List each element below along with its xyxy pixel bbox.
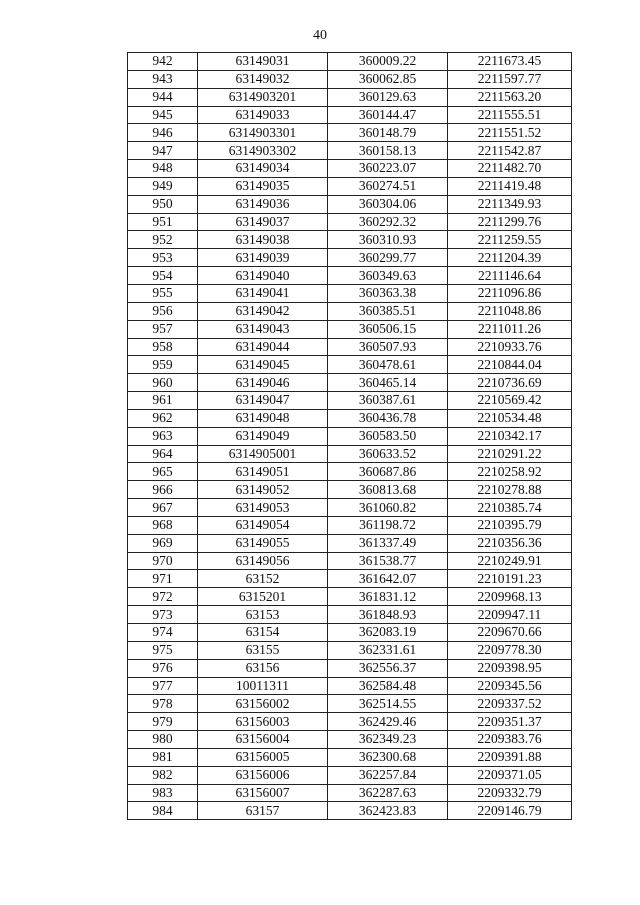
point-id-cell: 63149048 <box>198 409 328 427</box>
row-number-cell: 949 <box>128 177 198 195</box>
point-id-cell: 63156 <box>198 659 328 677</box>
x-coordinate-cell: 362514.55 <box>328 695 448 713</box>
row-number-cell: 974 <box>128 624 198 642</box>
table-row <box>128 802 572 820</box>
x-coordinate-cell: 360813.68 <box>328 481 448 499</box>
x-coordinate-cell: 360349.63 <box>328 267 448 285</box>
point-id-cell: 63149054 <box>198 516 328 534</box>
point-id-cell: 63149052 <box>198 481 328 499</box>
x-coordinate-cell: 362429.46 <box>328 713 448 731</box>
table-row <box>128 713 572 731</box>
y-coordinate-cell: 2211204.39 <box>448 249 572 267</box>
row-number-cell: 956 <box>128 302 198 320</box>
row-number-cell: 971 <box>128 570 198 588</box>
x-coordinate-cell: 360292.32 <box>328 213 448 231</box>
point-id-cell: 63156002 <box>198 695 328 713</box>
table-row <box>128 177 572 195</box>
table-row <box>128 463 572 481</box>
y-coordinate-cell: 2210342.17 <box>448 427 572 445</box>
y-coordinate-cell: 2210191.23 <box>448 570 572 588</box>
point-id-cell: 63149045 <box>198 356 328 374</box>
row-number-cell: 963 <box>128 427 198 445</box>
table-row <box>128 606 572 624</box>
y-coordinate-cell: 2210258.92 <box>448 463 572 481</box>
point-id-cell: 63149053 <box>198 499 328 517</box>
row-number-cell: 957 <box>128 320 198 338</box>
point-id-cell: 63154 <box>198 624 328 642</box>
row-number-cell: 943 <box>128 70 198 88</box>
row-number-cell: 984 <box>128 802 198 820</box>
x-coordinate-cell: 360387.61 <box>328 392 448 410</box>
point-id-cell: 63149056 <box>198 552 328 570</box>
x-coordinate-cell: 360506.15 <box>328 320 448 338</box>
x-coordinate-cell: 360144.47 <box>328 106 448 124</box>
x-coordinate-cell: 361642.07 <box>328 570 448 588</box>
row-number-cell: 958 <box>128 338 198 356</box>
point-id-cell: 6314903302 <box>198 142 328 160</box>
point-id-cell: 63149043 <box>198 320 328 338</box>
x-coordinate-cell: 361848.93 <box>328 606 448 624</box>
point-id-cell: 63156003 <box>198 713 328 731</box>
table-row <box>128 142 572 160</box>
row-number-cell: 980 <box>128 731 198 749</box>
x-coordinate-cell: 360507.93 <box>328 338 448 356</box>
row-number-cell: 968 <box>128 516 198 534</box>
y-coordinate-cell: 2211482.70 <box>448 160 572 178</box>
x-coordinate-cell: 362083.19 <box>328 624 448 642</box>
row-number-cell: 972 <box>128 588 198 606</box>
row-number-cell: 959 <box>128 356 198 374</box>
table-row <box>128 70 572 88</box>
point-id-cell: 63149044 <box>198 338 328 356</box>
point-id-cell: 63149039 <box>198 249 328 267</box>
x-coordinate-cell: 360583.50 <box>328 427 448 445</box>
row-number-cell: 953 <box>128 249 198 267</box>
point-id-cell: 63149041 <box>198 284 328 302</box>
x-coordinate-cell: 361337.49 <box>328 534 448 552</box>
table-row <box>128 552 572 570</box>
table-row <box>128 356 572 374</box>
table-row <box>128 445 572 463</box>
y-coordinate-cell: 2211563.20 <box>448 88 572 106</box>
point-id-cell: 6314903201 <box>198 88 328 106</box>
y-coordinate-cell: 2210736.69 <box>448 374 572 392</box>
x-coordinate-cell: 360062.85 <box>328 70 448 88</box>
x-coordinate-cell: 360148.79 <box>328 124 448 142</box>
row-number-cell: 960 <box>128 374 198 392</box>
y-coordinate-cell: 2209383.76 <box>448 731 572 749</box>
row-number-cell: 983 <box>128 784 198 802</box>
table-row <box>128 766 572 784</box>
x-coordinate-cell: 360687.86 <box>328 463 448 481</box>
y-coordinate-cell: 2210278.88 <box>448 481 572 499</box>
y-coordinate-cell: 2209670.66 <box>448 624 572 642</box>
table-row <box>128 106 572 124</box>
point-id-cell: 63149042 <box>198 302 328 320</box>
row-number-cell: 951 <box>128 213 198 231</box>
x-coordinate-cell: 362556.37 <box>328 659 448 677</box>
point-id-cell: 63156004 <box>198 731 328 749</box>
row-number-cell: 975 <box>128 641 198 659</box>
table-row <box>128 409 572 427</box>
x-coordinate-cell: 360465.14 <box>328 374 448 392</box>
row-number-cell: 967 <box>128 499 198 517</box>
row-number-cell: 945 <box>128 106 198 124</box>
table-row <box>128 481 572 499</box>
row-number-cell: 942 <box>128 53 198 71</box>
table-row <box>128 392 572 410</box>
x-coordinate-cell: 360310.93 <box>328 231 448 249</box>
row-number-cell: 982 <box>128 766 198 784</box>
y-coordinate-cell: 2210385.74 <box>448 499 572 517</box>
point-id-cell: 63156007 <box>198 784 328 802</box>
point-id-cell: 63149047 <box>198 392 328 410</box>
x-coordinate-cell: 362257.84 <box>328 766 448 784</box>
y-coordinate-cell: 2209391.88 <box>448 748 572 766</box>
y-coordinate-cell: 2211146.64 <box>448 267 572 285</box>
y-coordinate-cell: 2209146.79 <box>448 802 572 820</box>
x-coordinate-cell: 361538.77 <box>328 552 448 570</box>
point-id-cell: 10011311 <box>198 677 328 695</box>
row-number-cell: 950 <box>128 195 198 213</box>
row-number-cell: 970 <box>128 552 198 570</box>
table-row <box>128 677 572 695</box>
table-row <box>128 748 572 766</box>
table-row <box>128 659 572 677</box>
row-number-cell: 981 <box>128 748 198 766</box>
y-coordinate-cell: 2210249.91 <box>448 552 572 570</box>
point-id-cell: 6314903301 <box>198 124 328 142</box>
point-id-cell: 63149049 <box>198 427 328 445</box>
x-coordinate-cell: 361060.82 <box>328 499 448 517</box>
row-number-cell: 962 <box>128 409 198 427</box>
x-coordinate-cell: 360158.13 <box>328 142 448 160</box>
row-number-cell: 946 <box>128 124 198 142</box>
row-number-cell: 955 <box>128 284 198 302</box>
point-id-cell: 63156005 <box>198 748 328 766</box>
x-coordinate-cell: 360436.78 <box>328 409 448 427</box>
y-coordinate-cell: 2209332.79 <box>448 784 572 802</box>
y-coordinate-cell: 2211299.76 <box>448 213 572 231</box>
row-number-cell: 965 <box>128 463 198 481</box>
y-coordinate-cell: 2209351.37 <box>448 713 572 731</box>
x-coordinate-cell: 361198.72 <box>328 516 448 534</box>
x-coordinate-cell: 362349.23 <box>328 731 448 749</box>
x-coordinate-cell: 360385.51 <box>328 302 448 320</box>
row-number-cell: 948 <box>128 160 198 178</box>
y-coordinate-cell: 2210291.22 <box>448 445 572 463</box>
y-coordinate-cell: 2209371.05 <box>448 766 572 784</box>
table-row <box>128 784 572 802</box>
row-number-cell: 961 <box>128 392 198 410</box>
x-coordinate-cell: 360274.51 <box>328 177 448 195</box>
table-row <box>128 302 572 320</box>
table-row <box>128 231 572 249</box>
table-row <box>128 320 572 338</box>
point-id-cell: 63149033 <box>198 106 328 124</box>
table-row <box>128 338 572 356</box>
x-coordinate-cell: 362584.48 <box>328 677 448 695</box>
point-id-cell: 6315201 <box>198 588 328 606</box>
point-id-cell: 6314905001 <box>198 445 328 463</box>
point-id-cell: 63153 <box>198 606 328 624</box>
table-row <box>128 534 572 552</box>
x-coordinate-cell: 360299.77 <box>328 249 448 267</box>
point-id-cell: 63149036 <box>198 195 328 213</box>
y-coordinate-cell: 2211555.51 <box>448 106 572 124</box>
y-coordinate-cell: 2209398.95 <box>448 659 572 677</box>
table-row <box>128 374 572 392</box>
y-coordinate-cell: 2210844.04 <box>448 356 572 374</box>
table-row <box>128 284 572 302</box>
y-coordinate-cell: 2209337.52 <box>448 695 572 713</box>
row-number-cell: 973 <box>128 606 198 624</box>
table-row <box>128 624 572 642</box>
y-coordinate-cell: 2211419.48 <box>448 177 572 195</box>
y-coordinate-cell: 2211551.52 <box>448 124 572 142</box>
table-row <box>128 249 572 267</box>
table-row <box>128 160 572 178</box>
point-id-cell: 63149032 <box>198 70 328 88</box>
y-coordinate-cell: 2210933.76 <box>448 338 572 356</box>
table-row <box>128 88 572 106</box>
x-coordinate-cell: 360223.07 <box>328 160 448 178</box>
x-coordinate-cell: 362287.63 <box>328 784 448 802</box>
page-number: 40 <box>313 28 327 43</box>
x-coordinate-cell: 362423.83 <box>328 802 448 820</box>
coordinates-table <box>127 52 572 820</box>
point-id-cell: 63149046 <box>198 374 328 392</box>
point-id-cell: 63149038 <box>198 231 328 249</box>
point-id-cell: 63149035 <box>198 177 328 195</box>
row-number-cell: 944 <box>128 88 198 106</box>
y-coordinate-cell: 2211011.26 <box>448 320 572 338</box>
table-row <box>128 588 572 606</box>
table-row <box>128 516 572 534</box>
row-number-cell: 977 <box>128 677 198 695</box>
row-number-cell: 947 <box>128 142 198 160</box>
y-coordinate-cell: 2211259.55 <box>448 231 572 249</box>
point-id-cell: 63149037 <box>198 213 328 231</box>
x-coordinate-cell: 360304.06 <box>328 195 448 213</box>
point-id-cell: 63156006 <box>198 766 328 784</box>
row-number-cell: 978 <box>128 695 198 713</box>
point-id-cell: 63149031 <box>198 53 328 71</box>
y-coordinate-cell: 2210534.48 <box>448 409 572 427</box>
y-coordinate-cell: 2211096.86 <box>448 284 572 302</box>
table-row <box>128 427 572 445</box>
row-number-cell: 969 <box>128 534 198 552</box>
y-coordinate-cell: 2211048.86 <box>448 302 572 320</box>
y-coordinate-cell: 2211542.87 <box>448 142 572 160</box>
point-id-cell: 63149051 <box>198 463 328 481</box>
row-number-cell: 976 <box>128 659 198 677</box>
table-row <box>128 213 572 231</box>
x-coordinate-cell: 362300.68 <box>328 748 448 766</box>
x-coordinate-cell: 360129.63 <box>328 88 448 106</box>
y-coordinate-cell: 2209947.11 <box>448 606 572 624</box>
y-coordinate-cell: 2209778.30 <box>448 641 572 659</box>
x-coordinate-cell: 360633.52 <box>328 445 448 463</box>
row-number-cell: 952 <box>128 231 198 249</box>
point-id-cell: 63157 <box>198 802 328 820</box>
row-number-cell: 979 <box>128 713 198 731</box>
row-number-cell: 966 <box>128 481 198 499</box>
row-number-cell: 964 <box>128 445 198 463</box>
y-coordinate-cell: 2210569.42 <box>448 392 572 410</box>
x-coordinate-cell: 360478.61 <box>328 356 448 374</box>
y-coordinate-cell: 2210395.79 <box>448 516 572 534</box>
table-row <box>128 195 572 213</box>
y-coordinate-cell: 2210356.36 <box>448 534 572 552</box>
table-row <box>128 695 572 713</box>
point-id-cell: 63149040 <box>198 267 328 285</box>
point-id-cell: 63149055 <box>198 534 328 552</box>
table-row <box>128 267 572 285</box>
y-coordinate-cell: 2209968.13 <box>448 588 572 606</box>
point-id-cell: 63152 <box>198 570 328 588</box>
y-coordinate-cell: 2211597.77 <box>448 70 572 88</box>
y-coordinate-cell: 2209345.56 <box>448 677 572 695</box>
x-coordinate-cell: 361831.12 <box>328 588 448 606</box>
y-coordinate-cell: 2211349.93 <box>448 195 572 213</box>
table-row <box>128 641 572 659</box>
point-id-cell: 63155 <box>198 641 328 659</box>
x-coordinate-cell: 360363.38 <box>328 284 448 302</box>
table-row <box>128 124 572 142</box>
point-id-cell: 63149034 <box>198 160 328 178</box>
x-coordinate-cell: 362331.61 <box>328 641 448 659</box>
coordinates-table-body <box>128 53 572 820</box>
table-row <box>128 731 572 749</box>
row-number-cell: 954 <box>128 267 198 285</box>
table-row <box>128 499 572 517</box>
y-coordinate-cell: 2211673.45 <box>448 53 572 71</box>
table-row <box>128 53 572 71</box>
x-coordinate-cell: 360009.22 <box>328 53 448 71</box>
table-row <box>128 570 572 588</box>
